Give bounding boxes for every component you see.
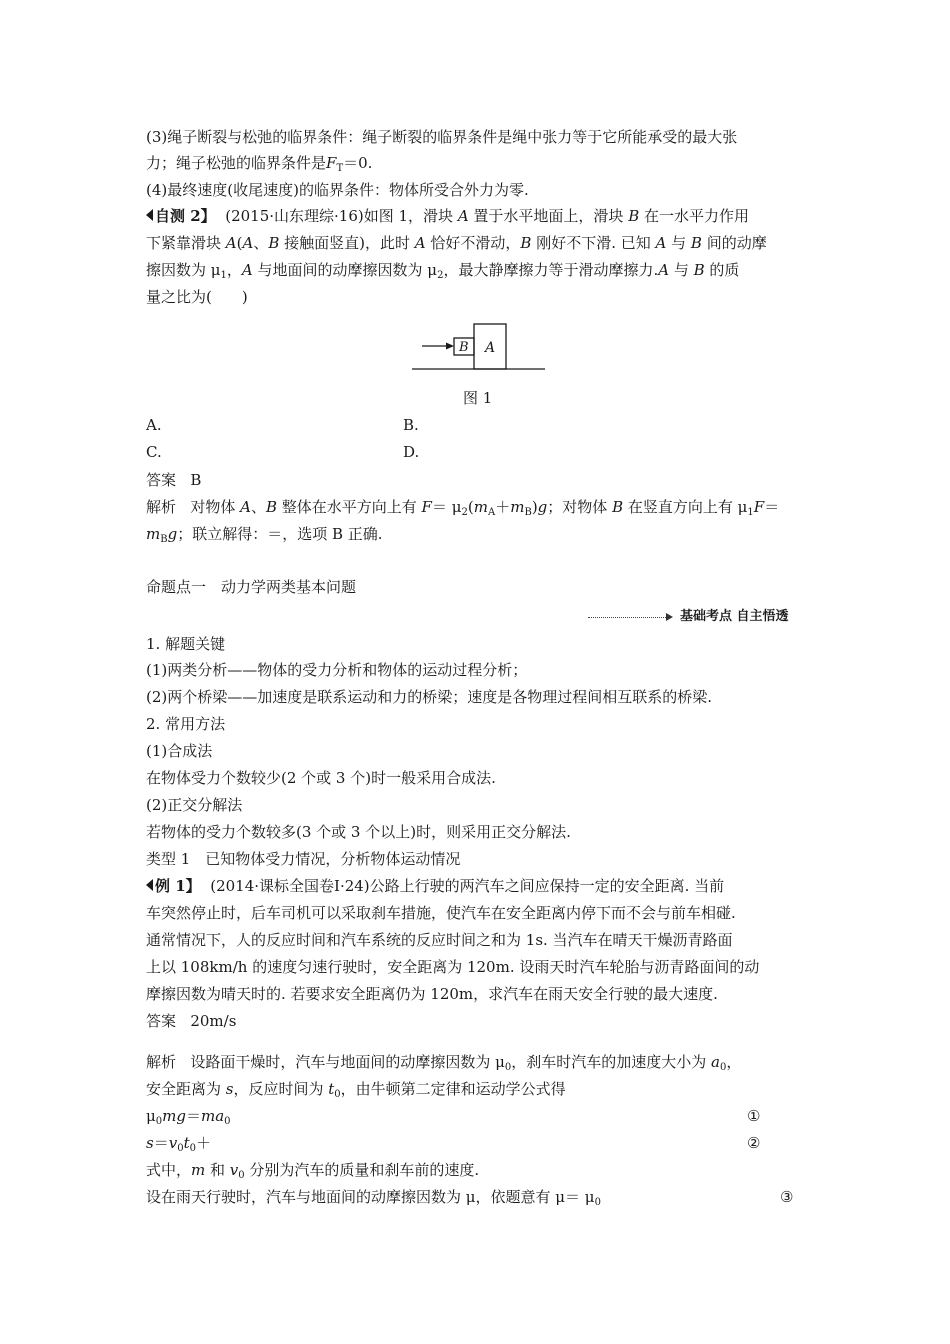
- example-1-line-5: 摩擦因数为晴天时的. 若要求安全距离仍为 120m，求汽车在雨天安全行驶的最大速度.: [146, 985, 718, 1003]
- para-final-velocity: (4)最终速度(收尾速度)的临界条件：物体所受合外力为零.: [146, 181, 529, 199]
- banner-dotted-line: [588, 617, 666, 618]
- bracket-marker-icon: [146, 209, 153, 221]
- analysis-2-line-2: 安全距离为 s，反应时间为 $t_0$，由牛顿第二定律和运动学公式得: [146, 1080, 566, 1100]
- answer-2: 答案 20m/s: [146, 1012, 237, 1030]
- method-2-text: 若物体的受力个数较多(3 个或 3 个以上)时，则采用正交分解法.: [146, 823, 571, 841]
- example-1-line-2: 车突然停止时，后车司机可以采取刹车措施，使汽车在安全距离内停下而不会与前车相碰.: [146, 904, 736, 922]
- banner-arrow-icon: [666, 613, 673, 621]
- analysis-2-line-1: 解析 设路面干燥时，汽车与地面间的动摩擦因数为 $\mu_0$，刹车时汽车的加速度大小为 $a_0$，: [146, 1053, 742, 1073]
- example-tag: 例 1】: [146, 876, 201, 896]
- equation-1: $\mu_0mg=ma_0$: [146, 1107, 231, 1127]
- key-point-2: (2)两个桥梁——加速度是联系运动和力的桥梁；速度是各物理过程间相互联系的桥梁.: [146, 688, 713, 706]
- self-test-line-3: 擦因数为 $\mu_1$，A 与地面间的动摩擦因数为 $\mu_2$，最大静摩擦力等于滑动摩擦力.A 与 B 的质: [146, 261, 740, 281]
- equation-2-number: ②: [747, 1134, 761, 1152]
- arrow-head-icon: [446, 343, 454, 350]
- method-2-title: (2)正交分解法: [146, 796, 243, 814]
- method-1-text: 在物体受力个数较少(2 个或 3 个)时一般采用合成法.: [146, 769, 496, 787]
- analysis-2-line-3: 式中，m 和 $v_0$ 分别为汽车的质量和刹车前的速度.: [146, 1161, 480, 1181]
- block-b-label: B: [459, 340, 469, 355]
- example-1-line-3: 通常情况下，人的反应时间和汽车系统的反应时间之和为 1s. 当汽车在晴天干燥沥青路面: [146, 931, 733, 949]
- para-rope-condition-cont: 力；绳子松弛的临界条件是$F_T=0$.: [146, 154, 373, 174]
- option-a: A.: [146, 416, 162, 434]
- key-point-1: (1)两类分析——物体的受力分析和物体的运动过程分析；: [146, 661, 528, 679]
- self-test-line-4: 量之比为( ): [146, 288, 248, 306]
- section-banner: [588, 607, 810, 627]
- figure-caption: 图 1: [463, 389, 493, 407]
- self-test-line-2: 下紧靠滑块 A(A、B 接触面竖直)，此时 A 恰好不滑动，B 刚好不下滑. 已知 A 与 B 间的动摩: [146, 234, 767, 252]
- banner-text: 基础考点 自主悟透: [680, 609, 789, 624]
- para-rope-condition: (3)绳子断裂与松弛的临界条件：绳子断裂的临界条件是绳中张力等于它所能承受的最大张: [146, 128, 738, 146]
- heading-key-points: 1. 解题关键: [146, 635, 226, 653]
- analysis-1-line-1: 解析 对物体 A、B 整体在水平方向上有 $F= \mu_2(m_A+m_B)g$；对物体 B 在竖直方向上有 $\mu_1F=$: [146, 498, 780, 518]
- bracket-marker-icon: [146, 879, 153, 891]
- figure-1-diagram: [408, 318, 548, 374]
- section-title: 命题点一 动力学两类基本问题: [146, 578, 357, 596]
- equation-2: $s=v_0t_0+$: [146, 1134, 211, 1154]
- method-1-title: (1)合成法: [146, 742, 213, 760]
- answer-1: 答案 B: [146, 471, 202, 489]
- option-d: D.: [403, 443, 420, 461]
- self-test-line-1: 自测 2】 (2015·山东理综·16)如图 1，滑块 A 置于水平地面上，滑块 B 在一水平力作用: [146, 206, 749, 226]
- type-1-heading: 类型 1 已知物体受力情况，分析物体运动情况: [146, 850, 461, 868]
- example-1-line-4: 上以 108km/h 的速度匀速行驶时，安全距离为 120m. 设雨天时汽车轮胎与沥青路面间的动: [146, 958, 760, 976]
- heading-methods: 2. 常用方法: [146, 715, 226, 733]
- analysis-2-line-4: 设在雨天行驶时，汽车与地面间的动摩擦因数为 μ，依题意有 $\mu= \mu_0$: [146, 1188, 601, 1208]
- example-1-line-1: 例 1】 (2014·课标全国卷Ⅰ·24)公路上行驶的两汽车之间应保持一定的安全距离. 当前: [146, 876, 724, 896]
- self-test-tag: 自测 2】: [146, 206, 216, 226]
- equation-1-number: ①: [747, 1107, 761, 1125]
- analysis-1-line-2: $m_Bg$；联立解得：＝，选项 B 正确.: [146, 525, 383, 545]
- option-c: C.: [146, 443, 162, 461]
- option-b: B.: [403, 416, 419, 434]
- equation-3-number: ③: [780, 1188, 794, 1206]
- block-a-label: A: [485, 340, 496, 356]
